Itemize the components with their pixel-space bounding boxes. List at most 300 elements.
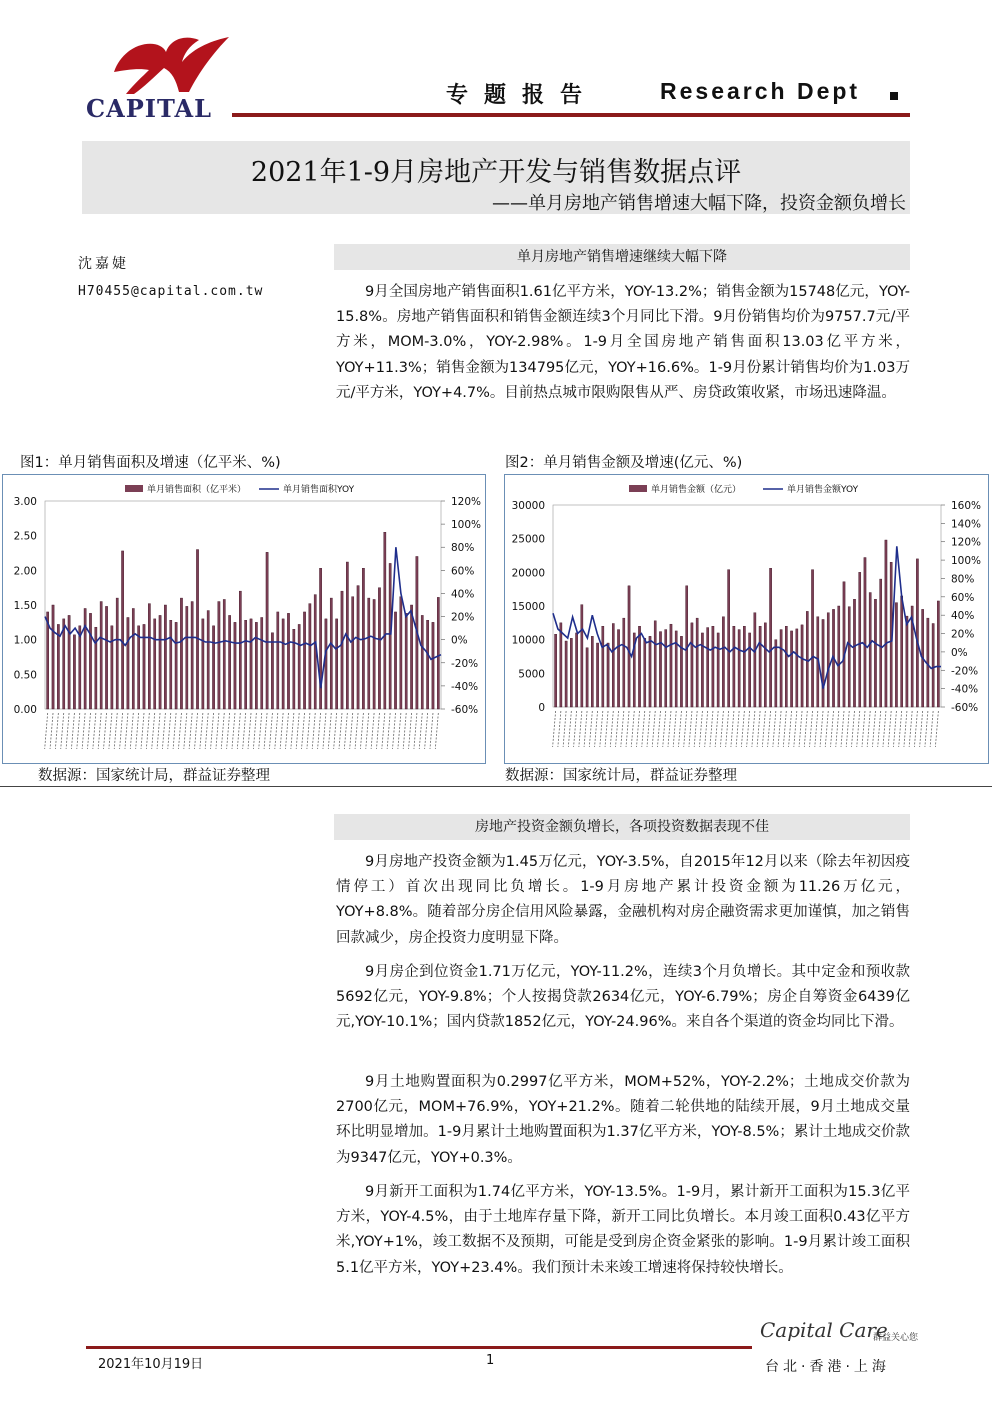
- x-tick-label-mark: [935, 711, 938, 747]
- x-tick-label-mark: [553, 711, 556, 747]
- x-tick-label-mark: [130, 713, 133, 749]
- x-tick-label-mark: [339, 713, 342, 749]
- x-tick-label-mark: [178, 713, 181, 749]
- x-tick-label-mark: [253, 713, 256, 749]
- x-tick-label-mark: [387, 713, 390, 749]
- x-tick-label-mark: [350, 713, 353, 749]
- bar: [701, 633, 703, 707]
- y-left-tick-label: 1.50: [13, 600, 37, 612]
- bar: [575, 633, 577, 707]
- bar: [570, 638, 572, 707]
- bar: [738, 630, 740, 707]
- x-tick-label-mark: [328, 713, 331, 749]
- bar: [749, 633, 751, 707]
- x-tick-label-mark: [403, 713, 406, 749]
- bar: [228, 615, 230, 709]
- capital-logo-bird-icon: [104, 32, 234, 102]
- bar: [665, 630, 667, 707]
- figure1-frame: [2, 474, 486, 764]
- x-tick-label-mark: [831, 711, 834, 747]
- bar: [437, 597, 439, 709]
- dept-label: Research Dept: [660, 78, 861, 104]
- figure1-chart: [3, 475, 485, 763]
- bar: [111, 626, 113, 709]
- y-right-tick-label: -20%: [451, 657, 479, 670]
- bar: [785, 626, 787, 707]
- x-tick-label-mark: [285, 713, 288, 749]
- x-tick-label-mark: [45, 713, 48, 749]
- bar: [691, 623, 693, 707]
- author-name: 沈嘉婕: [78, 256, 129, 272]
- bar: [384, 532, 386, 709]
- section2-paragraph-3: 9月土地购置面积为0.2997亿平方米，MOM+52%，YOY-2.2%；土地成交价款为2700亿元，MOM+76.9%，YOY+21.2%。随着二轮供地的陆续开展，9月土地成交量环比明显增加。1-9月累计土地购置面积为1.37亿平方米，YOY-8.5%；累计土地成交价款为9347亿元，YOY+0.3%。: [336, 1074, 910, 1166]
- bar: [916, 559, 918, 707]
- x-tick-label-mark: [136, 713, 139, 749]
- bar: [218, 602, 220, 709]
- bar: [410, 605, 412, 709]
- bar: [586, 648, 588, 707]
- x-tick-label-mark: [909, 711, 912, 747]
- x-tick-label-mark: [930, 711, 933, 747]
- x-tick-label-mark: [862, 711, 865, 747]
- bar: [775, 640, 777, 707]
- figure1-caption: 图1：单月销售面积及增速（亿平米、%): [20, 455, 281, 471]
- x-tick-label-mark: [841, 711, 844, 747]
- x-tick-label-mark: [398, 713, 401, 749]
- x-tick-label-mark: [637, 711, 640, 747]
- x-tick-label-mark: [55, 713, 58, 749]
- bar: [869, 593, 871, 707]
- y-right-tick-label: -40%: [451, 680, 479, 693]
- x-tick-label-mark: [720, 711, 723, 747]
- x-tick-label-mark: [563, 711, 566, 747]
- x-tick-label-mark: [430, 713, 433, 749]
- bar: [712, 626, 714, 707]
- bar: [848, 607, 850, 707]
- bar: [400, 597, 402, 709]
- bar: [100, 602, 102, 709]
- x-tick-label-mark: [574, 711, 577, 747]
- yoy-line: [45, 547, 441, 688]
- y-right-tick-label: 0%: [951, 646, 968, 659]
- x-tick-label-mark: [50, 713, 53, 749]
- bar: [623, 618, 625, 707]
- page-subtitle: ——单月房地产销售增速大幅下降，投资金额负增长: [492, 193, 906, 214]
- bar: [565, 641, 567, 707]
- y-right-tick-label: 0%: [451, 634, 468, 647]
- y-left-tick-label: 25000: [511, 533, 545, 546]
- bar: [239, 591, 241, 709]
- x-tick-label-mark: [360, 713, 363, 749]
- x-tick-label-mark: [318, 713, 321, 749]
- bar: [57, 624, 59, 709]
- plot-area: [553, 505, 941, 707]
- bar: [432, 622, 434, 709]
- x-tick-label-mark: [71, 713, 74, 749]
- bar: [728, 570, 730, 707]
- x-tick-label-mark: [211, 713, 214, 749]
- bar: [298, 624, 300, 709]
- section2-paragraph-1: 9月房地产投资金额为1.45万亿元，YOY-3.5%，自2015年12月以来（除去年初因疫情停工）首次出现同比负增长。1-9月房地产累计投资金额为11.26万亿元，YOY+8.8%。随着部分房企信用风险暴露，金融机构对房企融资需求更加谨慎，加之销售回款减少，房企投资力度明显下降。: [336, 854, 910, 946]
- bar: [743, 626, 745, 707]
- bar: [79, 626, 81, 709]
- x-tick-label-mark: [820, 711, 823, 747]
- bar: [617, 630, 619, 707]
- x-tick-label-mark: [899, 711, 902, 747]
- bar: [282, 619, 284, 709]
- y-right-tick-label: 120%: [451, 496, 482, 508]
- bar: [330, 598, 332, 709]
- bar: [121, 551, 123, 709]
- x-tick-label-mark: [710, 711, 713, 747]
- x-tick-label-mark: [568, 711, 571, 747]
- bar: [644, 638, 646, 707]
- footer-cities: 台北·香港·上海: [765, 1359, 890, 1375]
- x-tick-label-mark: [409, 713, 412, 749]
- bar: [906, 616, 908, 707]
- x-tick-label-mark: [296, 713, 299, 749]
- x-tick-label-mark: [98, 713, 101, 749]
- bar: [223, 599, 225, 709]
- bar: [212, 626, 214, 709]
- x-tick-label-mark: [663, 711, 666, 747]
- x-tick-label-mark: [621, 711, 624, 747]
- x-tick-label-mark: [904, 711, 907, 747]
- figure1-source: 数据源：国家统计局，群益证券整理: [38, 768, 270, 784]
- x-tick-label-mark: [579, 711, 582, 747]
- bar: [148, 604, 150, 709]
- legend-bar-label: 单月销售金额（亿元）: [651, 485, 742, 495]
- bar: [180, 598, 182, 709]
- bar: [864, 558, 866, 707]
- bar: [336, 619, 338, 709]
- x-tick-label-mark: [888, 711, 891, 747]
- y-right-tick-label: 100%: [451, 519, 482, 532]
- x-tick-label-mark: [731, 711, 734, 747]
- y-right-tick-label: 160%: [951, 500, 982, 512]
- bar: [255, 622, 257, 709]
- bar: [84, 608, 86, 709]
- x-tick-label-mark: [872, 711, 875, 747]
- x-tick-label-mark: [773, 711, 776, 747]
- figure2-caption: 图2：单月销售金额及增速(亿元、%): [505, 455, 743, 471]
- x-tick-label-mark: [141, 713, 144, 749]
- y-right-tick-label: 140%: [951, 518, 982, 531]
- bar: [116, 598, 118, 709]
- bar: [733, 626, 735, 707]
- x-tick-label-mark: [925, 711, 928, 747]
- bar: [555, 634, 557, 707]
- x-tick-label-mark: [815, 711, 818, 747]
- x-tick-label-mark: [146, 713, 149, 749]
- x-tick-label-mark: [694, 711, 697, 747]
- x-tick-label-mark: [425, 713, 428, 749]
- bar: [368, 598, 370, 709]
- bar: [325, 619, 327, 709]
- bar: [164, 605, 166, 709]
- bar: [654, 621, 656, 707]
- bar: [764, 623, 766, 707]
- bar: [811, 570, 813, 707]
- bar: [607, 643, 609, 707]
- y-right-tick-label: -60%: [951, 702, 979, 714]
- figure2-frame: [504, 474, 989, 764]
- bar: [191, 602, 193, 709]
- footer-date: 2021年10月19日: [98, 1357, 204, 1372]
- bar: [649, 636, 651, 707]
- y-right-tick-label: 20%: [951, 628, 975, 641]
- x-tick-label-mark: [334, 713, 337, 749]
- x-tick-label-mark: [789, 711, 792, 747]
- bar: [196, 550, 198, 709]
- logo-text: CAPITAL: [86, 94, 213, 123]
- plot-area: [45, 501, 441, 709]
- x-tick-label-mark: [783, 711, 786, 747]
- x-tick-label-mark: [595, 711, 598, 747]
- bar: [780, 630, 782, 707]
- bar: [127, 617, 129, 709]
- x-tick-label-mark: [195, 713, 198, 749]
- bar: [175, 622, 177, 709]
- x-tick-label-mark: [600, 711, 603, 747]
- y-left-tick-label: 30000: [511, 500, 545, 512]
- bar: [357, 586, 359, 709]
- x-tick-label-mark: [114, 713, 117, 749]
- x-tick-label-mark: [689, 711, 692, 747]
- x-tick-label-mark: [799, 711, 802, 747]
- legend-line-label: 单月销售面积YOY: [283, 485, 355, 495]
- section2-paragraph-4: 9月新开工面积为1.74亿平方米，YOY-13.5%。1-9月，累计新开工面积为15.3亿平方米，YOY-4.5%，由于土地库存量下降，新开工同比负增长。本月竣工面积0.43亿平方米,YOY+1%，竣工数据不及预期，可能是受到房企资金紧张的影响。1-9月累计竣工面积5.1亿平方米，YOY+23.4%。我们预计未来竣工增速将保持较快增长。: [336, 1184, 910, 1276]
- bar: [245, 620, 247, 709]
- bar: [932, 624, 934, 707]
- bar: [560, 623, 562, 707]
- x-tick-label-mark: [589, 711, 592, 747]
- y-left-tick-label: 2.50: [13, 530, 37, 543]
- bar: [250, 619, 252, 709]
- x-tick-label-mark: [109, 713, 112, 749]
- bar: [52, 605, 54, 709]
- x-tick-label-mark: [768, 711, 771, 747]
- y-left-tick-label: 5000: [518, 668, 545, 681]
- x-tick-label-mark: [237, 713, 240, 749]
- x-tick-label-mark: [893, 711, 896, 747]
- x-tick-label-mark: [248, 713, 251, 749]
- bar: [352, 597, 354, 709]
- bar: [132, 608, 134, 709]
- x-tick-label-mark: [804, 711, 807, 747]
- bar: [937, 601, 939, 707]
- figure-separator: [0, 786, 992, 787]
- bar: [303, 612, 305, 709]
- x-tick-label-mark: [66, 713, 69, 749]
- y-right-tick-label: -40%: [951, 683, 979, 696]
- bar: [827, 613, 829, 707]
- bar: [378, 588, 380, 709]
- bar: [373, 599, 375, 709]
- bar: [796, 629, 798, 707]
- section1-heading: 单月房地产销售增速继续大幅下降: [334, 244, 910, 270]
- x-tick-label-mark: [366, 713, 369, 749]
- bar: [874, 599, 876, 707]
- figure2-source: 数据源：国家统计局，群益证券整理: [505, 768, 737, 784]
- bar: [602, 626, 604, 707]
- bar: [63, 619, 65, 709]
- x-tick-label-mark: [125, 713, 128, 749]
- y-left-tick-label: 1.00: [13, 634, 37, 647]
- bar: [394, 612, 396, 709]
- legend-line-label: 单月销售金额YOY: [787, 485, 859, 495]
- y-right-tick-label: 80%: [451, 542, 475, 555]
- x-tick-label-mark: [794, 711, 797, 747]
- bar: [801, 625, 803, 707]
- x-tick-label-mark: [61, 713, 64, 749]
- x-tick-label-mark: [657, 711, 660, 747]
- x-tick-label-mark: [232, 713, 235, 749]
- x-tick-label-mark: [668, 711, 671, 747]
- x-tick-label-mark: [376, 713, 379, 749]
- bar: [186, 606, 188, 709]
- bar: [159, 615, 161, 709]
- legend-bar-swatch: [629, 485, 647, 492]
- x-tick-label-mark: [307, 713, 310, 749]
- bar: [271, 633, 273, 709]
- y-left-tick-label: 0.50: [13, 669, 37, 682]
- x-tick-label-mark: [741, 711, 744, 747]
- yoy-line: [553, 546, 941, 688]
- y-left-tick-label: 10000: [511, 634, 545, 647]
- x-tick-label-mark: [414, 713, 417, 749]
- y-right-tick-label: -60%: [451, 704, 479, 716]
- x-tick-label-mark: [684, 711, 687, 747]
- x-tick-label-mark: [168, 713, 171, 749]
- x-tick-label-mark: [269, 713, 272, 749]
- x-tick-label-mark: [205, 713, 208, 749]
- bar: [341, 591, 343, 709]
- x-tick-label-mark: [184, 713, 187, 749]
- bar: [638, 626, 640, 707]
- section1-paragraph: 9月全国房地产销售面积1.61亿平方米，YOY-13.2%；销售金额为15748亿元，YOY-15.8%。房地产销售面积和销售金额连续3个月同比下滑。9月份销售均价为9757.7元/平方米，MOM-3.0%，YOY-2.98%。1-9月全国房地产销售面积13.03亿平方米，YOY+11.3%；销售金额为134795亿元，YOY+16.6%。1-9月份累计销售均价为1.03万元/平方米，YOY+4.7%。目前热点城市限购限售从严、房贷政策收紧，市场迅速降温。: [336, 284, 910, 401]
- bar: [95, 627, 97, 709]
- x-tick-label-mark: [152, 713, 155, 749]
- x-tick-label-mark: [762, 711, 765, 747]
- bar: [843, 582, 845, 707]
- bar: [261, 617, 263, 709]
- bar: [696, 618, 698, 707]
- y-right-tick-label: 20%: [451, 611, 475, 624]
- x-tick-label-mark: [626, 711, 629, 747]
- bar: [207, 611, 209, 709]
- x-tick-label-mark: [851, 711, 854, 747]
- x-tick-label-mark: [883, 711, 886, 747]
- bar: [670, 624, 672, 707]
- bar: [853, 599, 855, 707]
- x-tick-label-mark: [857, 711, 860, 747]
- bar: [426, 620, 428, 709]
- y-left-tick-label: 2.00: [13, 565, 37, 578]
- x-tick-label-mark: [846, 711, 849, 747]
- y-right-tick-label: -20%: [951, 665, 979, 678]
- x-tick-label-mark: [705, 711, 708, 747]
- y-left-tick-label: 3.00: [13, 496, 37, 508]
- page-title: 2021年1-9月房地产开发与销售数据点评: [250, 157, 742, 188]
- author-email[interactable]: H70455@capital.com.tw: [78, 284, 264, 299]
- bar: [591, 636, 593, 707]
- bar: [927, 618, 929, 707]
- x-tick-label-mark: [157, 713, 160, 749]
- bar: [717, 633, 719, 707]
- x-tick-label-mark: [920, 711, 923, 747]
- x-tick-label-mark: [393, 713, 396, 749]
- y-left-tick-label: 15000: [511, 601, 545, 613]
- y-right-tick-label: 40%: [451, 588, 475, 601]
- x-tick-label-mark: [355, 713, 358, 749]
- legend-bar-swatch: [125, 485, 143, 492]
- dept-square-mark: [890, 92, 898, 100]
- bar: [170, 620, 172, 709]
- x-tick-label-mark: [280, 713, 283, 749]
- x-tick-label-mark: [371, 713, 374, 749]
- x-tick-label-mark: [382, 713, 385, 749]
- bar: [287, 613, 289, 709]
- x-tick-label-mark: [82, 713, 85, 749]
- bar: [89, 613, 91, 709]
- footer-rule: [86, 1346, 752, 1349]
- x-tick-label-mark: [631, 711, 634, 747]
- bar: [581, 605, 583, 707]
- x-tick-label-mark: [584, 711, 587, 747]
- footer-brand: Capital Care: [760, 1318, 888, 1342]
- x-tick-label-mark: [323, 713, 326, 749]
- x-tick-label-mark: [699, 711, 702, 747]
- bar: [895, 603, 897, 707]
- x-tick-label-mark: [673, 711, 676, 747]
- x-tick-label-mark: [652, 711, 655, 747]
- bar: [707, 628, 709, 707]
- x-tick-label-mark: [264, 713, 267, 749]
- x-tick-label-mark: [200, 713, 203, 749]
- x-tick-label-mark: [747, 711, 750, 747]
- x-tick-label-mark: [914, 711, 917, 747]
- bar: [389, 563, 391, 709]
- x-tick-label-mark: [752, 711, 755, 747]
- y-left-tick-label: 0.00: [13, 704, 37, 716]
- x-tick-label-mark: [419, 713, 422, 749]
- bar: [405, 613, 407, 709]
- x-tick-label-mark: [867, 711, 870, 747]
- x-tick-label-mark: [647, 711, 650, 747]
- bar: [901, 596, 903, 707]
- x-tick-label-mark: [216, 713, 219, 749]
- bar: [154, 619, 156, 709]
- bar: [790, 631, 792, 707]
- bar: [859, 572, 861, 707]
- x-tick-label-mark: [878, 711, 881, 747]
- section2-paragraph-2: 9月房企到位资金1.71万亿元，YOY-11.2%，连续3个月负增长。其中定金和预收款5692亿元，YOY-9.8%；个人按揭贷款2634亿元，YOY-6.79%；房企自筹资金6439亿元,YOY-10.1%；国内贷款1852亿元，YOY-24.96%。来自各个渠道的资金均同比下滑。: [336, 964, 910, 1031]
- bar: [838, 606, 840, 707]
- bar: [105, 606, 107, 709]
- x-tick-label-mark: [221, 713, 224, 749]
- x-tick-label-mark: [778, 711, 781, 747]
- bar: [722, 617, 724, 707]
- x-tick-label-mark: [736, 711, 739, 747]
- x-tick-label-mark: [610, 711, 613, 747]
- bar: [202, 619, 204, 709]
- x-tick-label-mark: [810, 711, 813, 747]
- bar: [885, 540, 887, 707]
- x-tick-label-mark: [715, 711, 718, 747]
- x-tick-label-mark: [227, 713, 230, 749]
- x-tick-label-mark: [344, 713, 347, 749]
